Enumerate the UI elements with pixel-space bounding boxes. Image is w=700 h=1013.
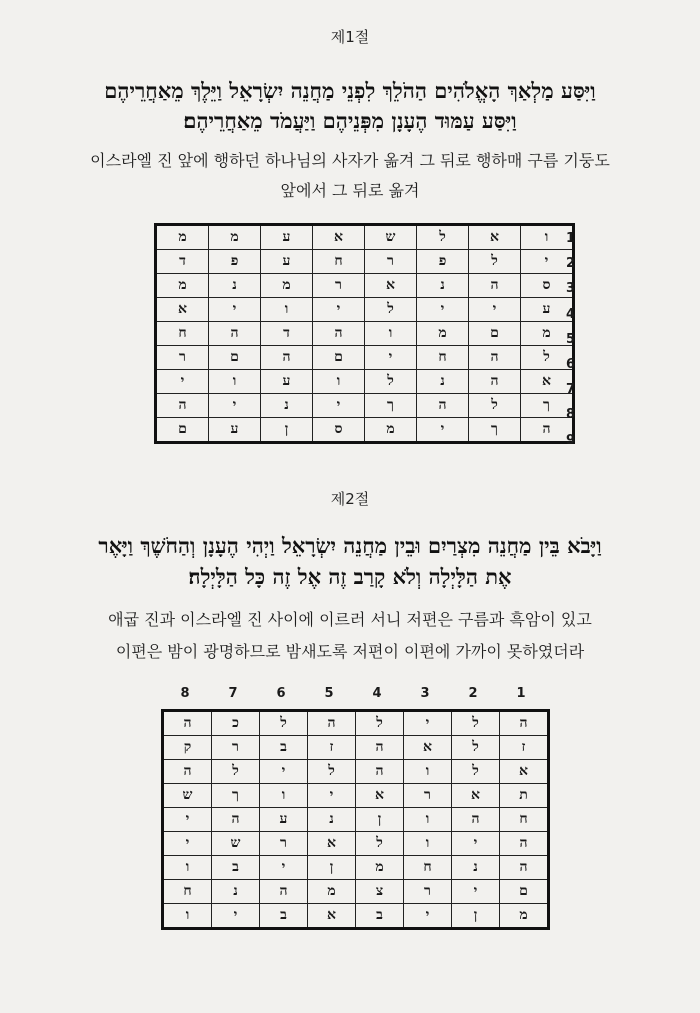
- grid-cell: ה: [500, 856, 549, 880]
- grid-cell: ה: [500, 711, 549, 736]
- grid-cell: ס: [521, 274, 574, 298]
- grid-cell: ך: [365, 394, 417, 418]
- verse-1-hebrew-line-2: וַיִּסַּע עַמּוּד הֶעָנָן מִפְּנֵיהֶם וַיַּעֲמֹד מֵאַחֲרֵיהֶם׃: [183, 108, 517, 133]
- grid-cell: צ: [356, 880, 404, 904]
- grid-cell: ע: [261, 250, 313, 274]
- grid-cell: ו: [365, 322, 417, 346]
- grid-cell: י: [452, 880, 500, 904]
- grid-cell: י: [417, 418, 469, 443]
- grid-cell: ל: [469, 394, 521, 418]
- grid-cell: מ: [261, 274, 313, 298]
- grid-cell: י: [404, 904, 452, 929]
- grid-cell: ר: [365, 250, 417, 274]
- grid-cell: נ: [212, 880, 260, 904]
- grid-cell: י: [469, 298, 521, 322]
- grid-cell: ן: [261, 418, 313, 443]
- grid-cell: ע: [260, 808, 308, 832]
- grid-cell: מ: [500, 904, 549, 929]
- grid-cell: א: [404, 736, 452, 760]
- grid-row: [163, 880, 549, 904]
- grid-cell: ה: [500, 832, 549, 856]
- grid-cell: ק: [163, 736, 212, 760]
- verse-1-label: 제1절: [330, 28, 370, 46]
- verse-2-column-numbers: [161, 686, 545, 701]
- grid-cell: ע: [261, 370, 313, 394]
- verse-2-hebrew-line-1: וַיָּבֹא בֵּין מַחֲנֵה מִצְרַיִם וּבֵין מַחֲנֵה יִשְׂרָאֵל וַיְהִי הֶעָנָן וְהַחֹשֶׁךְ וַיָּאֶר: [98, 533, 602, 558]
- grid-cell: ו: [209, 370, 261, 394]
- verse-2-korean-line-2: 이편은 밤이 광명하므로 밤새도록 저편이 이편에 가까이 못하였더라: [115, 642, 585, 661]
- grid-cell: א: [365, 274, 417, 298]
- grid-cell: מ: [209, 225, 261, 250]
- grid-cell: ש: [365, 225, 417, 250]
- row-number: 7: [566, 382, 576, 398]
- grid-cell: י: [417, 298, 469, 322]
- grid-cell: ח: [404, 856, 452, 880]
- grid-row: [163, 832, 549, 856]
- grid-cell: ה: [469, 346, 521, 370]
- verse-1-hebrew-line-1: וַיִּסַּע מַלְאַךְ הָאֱלֹהִים הַהֹלֵךְ לִפְנֵי מַחֲנֵה יִשְׂרָאֵל וַיֵּלֶךְ מֵאַחֲרֵיהֶם: [104, 78, 596, 103]
- grid-cell: ה: [261, 346, 313, 370]
- grid-cell: ו: [404, 832, 452, 856]
- grid-cell: נ: [209, 274, 261, 298]
- grid-cell: ה: [156, 394, 209, 418]
- grid-cell: ע: [209, 418, 261, 443]
- grid-cell: פ: [417, 250, 469, 274]
- grid-cell: י: [452, 832, 500, 856]
- grid-cell: ח: [163, 880, 212, 904]
- grid-cell: ל: [212, 760, 260, 784]
- grid-row: [156, 298, 574, 322]
- grid-cell: ח: [417, 346, 469, 370]
- grid-cell: א: [500, 760, 549, 784]
- grid-cell: ר: [404, 784, 452, 808]
- column-number: 6: [276, 686, 286, 701]
- column-number: 1: [516, 686, 526, 701]
- grid-cell: נ: [261, 394, 313, 418]
- grid-cell: ך: [469, 418, 521, 443]
- grid-row: [156, 225, 574, 250]
- grid-cell: ו: [261, 298, 313, 322]
- grid-cell: ם: [469, 322, 521, 346]
- grid-cell: י: [308, 784, 356, 808]
- verse-2-label: 제2절: [330, 490, 370, 508]
- grid-cell: ר: [313, 274, 365, 298]
- grid-cell: נ: [417, 370, 469, 394]
- grid-row: [156, 322, 574, 346]
- grid-cell: ב: [212, 856, 260, 880]
- grid-cell: ך: [521, 394, 574, 418]
- grid-cell: א: [308, 904, 356, 929]
- verse-1-korean-line-1: 이스라엘 진 앞에 행하던 하나님의 사자가 옮겨 그 뒤로 행하매 구름 기둥도: [90, 151, 610, 170]
- grid-cell: ו: [163, 904, 212, 929]
- grid-cell: ל: [260, 711, 308, 736]
- column-number: 8: [180, 686, 190, 701]
- grid-cell: ז: [308, 736, 356, 760]
- grid-cell: ם: [156, 418, 209, 443]
- grid-cell: ה: [212, 808, 260, 832]
- grid-cell: ח: [313, 250, 365, 274]
- grid-cell: י: [163, 808, 212, 832]
- grid-cell: י: [521, 250, 574, 274]
- grid-cell: ש: [212, 832, 260, 856]
- grid-cell: ו: [163, 856, 212, 880]
- grid-cell: י: [313, 394, 365, 418]
- grid-row: [156, 274, 574, 298]
- grid-cell: ל: [308, 760, 356, 784]
- grid-row: [156, 370, 574, 394]
- grid-cell: י: [163, 832, 212, 856]
- grid-row: [156, 394, 574, 418]
- grid-cell: י: [209, 394, 261, 418]
- column-number: 7: [228, 686, 238, 701]
- column-number: 4: [372, 686, 382, 701]
- grid-cell: ה: [452, 808, 500, 832]
- grid-cell: י: [260, 760, 308, 784]
- grid-cell: ל: [452, 711, 500, 736]
- grid-cell: ת: [500, 784, 549, 808]
- grid-cell: ה: [313, 322, 365, 346]
- grid-cell: ן: [452, 904, 500, 929]
- grid-cell: א: [313, 225, 365, 250]
- grid-cell: נ: [417, 274, 469, 298]
- grid-cell: ה: [469, 274, 521, 298]
- grid-cell: א: [156, 298, 209, 322]
- grid-cell: מ: [156, 225, 209, 250]
- grid-row: [163, 736, 549, 760]
- grid-cell: ר: [260, 832, 308, 856]
- row-number: 1: [566, 231, 576, 246]
- grid-cell: ן: [308, 856, 356, 880]
- grid-row: [163, 808, 549, 832]
- grid-cell: ו: [260, 784, 308, 808]
- grid-row: [156, 250, 574, 274]
- grid-cell: י: [313, 298, 365, 322]
- grid-cell: א: [452, 784, 500, 808]
- grid-cell: ד: [261, 322, 313, 346]
- row-number: 3: [566, 281, 576, 297]
- grid-row: [156, 346, 574, 370]
- grid-cell: ז: [500, 736, 549, 760]
- verse-1-row-numbers: [566, 226, 575, 453]
- grid-cell: מ: [365, 418, 417, 443]
- grid-cell: מ: [308, 880, 356, 904]
- verse-2-korean-line-1: 애굽 진과 이스라엘 진 사이에 이르러 서니 저편은 구름과 흑암이 있고: [108, 610, 592, 629]
- row-number: 9: [566, 432, 576, 448]
- grid-cell: ח: [156, 322, 209, 346]
- grid-cell: ל: [356, 711, 404, 736]
- grid-cell: פ: [209, 250, 261, 274]
- grid-cell: ה: [356, 760, 404, 784]
- grid-cell: ר: [156, 346, 209, 370]
- grid-cell: ה: [163, 760, 212, 784]
- grid-cell: ו: [313, 370, 365, 394]
- grid-cell: ה: [308, 711, 356, 736]
- verse-2-letter-grid: [161, 709, 550, 930]
- grid-cell: י: [212, 904, 260, 929]
- grid-cell: ל: [356, 832, 404, 856]
- grid-cell: ל: [521, 346, 574, 370]
- grid-cell: ך: [212, 784, 260, 808]
- grid-cell: ם: [500, 880, 549, 904]
- grid-cell: ל: [469, 250, 521, 274]
- grid-row: [156, 418, 574, 443]
- grid-cell: י: [260, 856, 308, 880]
- column-number: 5: [324, 686, 334, 701]
- grid-cell: ח: [500, 808, 549, 832]
- grid-cell: מ: [521, 322, 574, 346]
- row-number: 4: [566, 306, 576, 322]
- grid-cell: ע: [521, 298, 574, 322]
- verse-1-korean-line-2: 앞에서 그 뒤로 옮겨: [280, 181, 420, 200]
- grid-cell: ו: [521, 225, 574, 250]
- grid-cell: מ: [417, 322, 469, 346]
- grid-cell: י: [209, 298, 261, 322]
- grid-cell: ה: [356, 736, 404, 760]
- grid-cell: ה: [469, 370, 521, 394]
- grid-cell: ל: [452, 760, 500, 784]
- verse-1-letter-grid: [154, 223, 575, 444]
- grid-cell: ל: [417, 225, 469, 250]
- grid-cell: י: [156, 370, 209, 394]
- grid-row: [163, 856, 549, 880]
- grid-cell: ש: [163, 784, 212, 808]
- grid-cell: ע: [261, 225, 313, 250]
- grid-cell: א: [469, 225, 521, 250]
- row-number: 2: [566, 256, 576, 272]
- grid-cell: ד: [156, 250, 209, 274]
- grid-cell: ם: [209, 346, 261, 370]
- grid-cell: ה: [521, 418, 574, 443]
- grid-cell: ם: [313, 346, 365, 370]
- grid-cell: ו: [404, 760, 452, 784]
- grid-cell: ר: [404, 880, 452, 904]
- grid-cell: מ: [156, 274, 209, 298]
- row-number: 8: [566, 407, 576, 423]
- grid-cell: ס: [313, 418, 365, 443]
- grid-cell: מ: [356, 856, 404, 880]
- grid-cell: י: [365, 346, 417, 370]
- grid-cell: ב: [260, 904, 308, 929]
- row-number: 6: [566, 356, 576, 372]
- grid-cell: ר: [212, 736, 260, 760]
- verse-2-hebrew-line-2: אֶת הַלָּיְלָה וְלֹא קָרַב זֶה אֶל זֶה כָּל הַלָּיְלָה׃: [188, 564, 512, 589]
- grid-cell: א: [356, 784, 404, 808]
- column-number: 2: [468, 686, 478, 701]
- grid-cell: ל: [365, 298, 417, 322]
- grid-row: [163, 711, 549, 736]
- row-number: 5: [566, 331, 576, 347]
- grid-cell: ה: [260, 880, 308, 904]
- grid-cell: ה: [163, 711, 212, 736]
- grid-cell: נ: [452, 856, 500, 880]
- grid-cell: א: [521, 370, 574, 394]
- grid-row: [163, 760, 549, 784]
- grid-cell: נ: [308, 808, 356, 832]
- grid-cell: ה: [417, 394, 469, 418]
- grid-cell: ב: [356, 904, 404, 929]
- grid-row: [163, 904, 549, 929]
- grid-cell: ו: [404, 808, 452, 832]
- grid-cell: כ: [212, 711, 260, 736]
- column-number: 3: [420, 686, 430, 701]
- grid-cell: א: [308, 832, 356, 856]
- grid-cell: ב: [260, 736, 308, 760]
- grid-cell: ל: [365, 370, 417, 394]
- grid-cell: י: [404, 711, 452, 736]
- grid-cell: ן: [356, 808, 404, 832]
- grid-cell: ל: [452, 736, 500, 760]
- grid-cell: ה: [209, 322, 261, 346]
- grid-row: [163, 784, 549, 808]
